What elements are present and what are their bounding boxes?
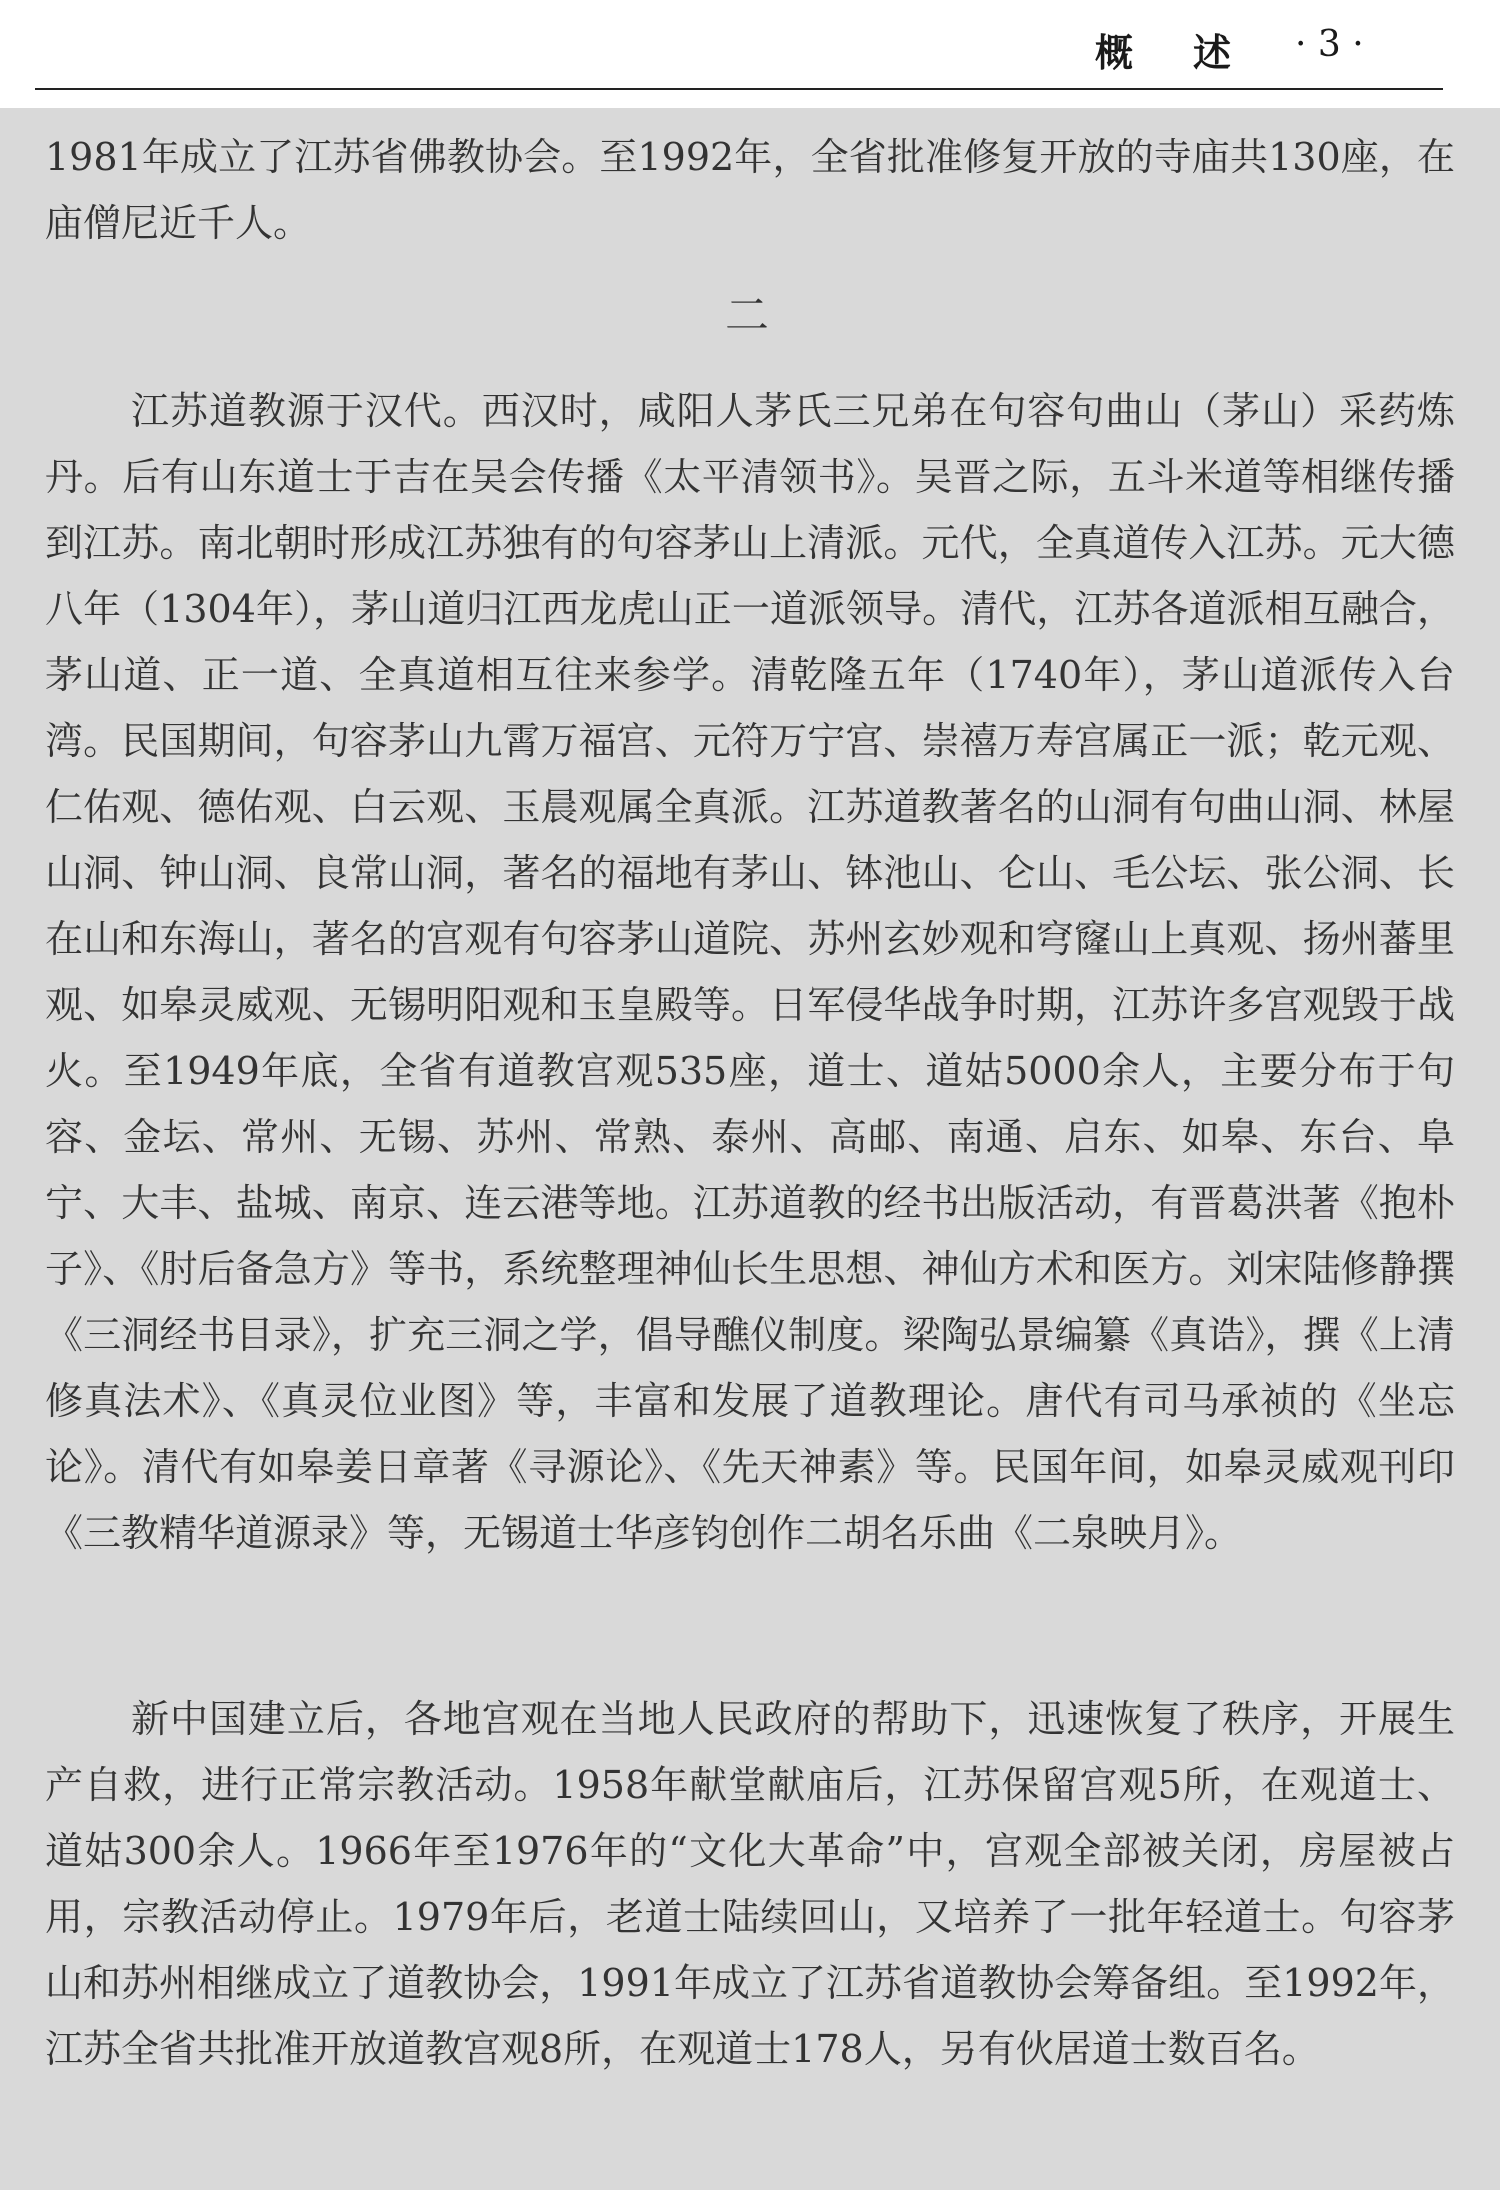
running-title: 概述	[1095, 31, 1292, 75]
intro-paragraph: 1981年成立了江苏省佛教协会。至1992年，全省批准修复开放的寺庙共130座，在庙僧尼近千人。	[45, 135, 1455, 245]
page-body	[0, 108, 1500, 2190]
page-header	[0, 0, 1500, 108]
page-number: · 3 ·	[1295, 24, 1364, 65]
section-heading: 二	[725, 290, 775, 341]
body-paragraph-2: 新中国建立后，各地宫观在当地人民政府的帮助下，迅速恢复了秩序，开展生产自救，进行正常宗教活动。1958年献堂献庙后，江苏保留宫观5所，在观道士、道姑300余人。1966年至1976年的“文化大革命”中，宫观全部被关闭，房屋被占用，宗教活动停止。1979年后，老道士陆续回山，又培养了一批年轻道士。句容茅山和苏州相继成立了道教协会，1991年成立了江苏省道教协会筹备组。至1992年，江苏全省共批准开放道教宫观8所，在观道士178人，另有伙居道士数百名。	[45, 1697, 1455, 2071]
header-rule	[35, 88, 1443, 90]
body-paragraph-1: 江苏道教源于汉代。西汉时，咸阳人茅氏三兄弟在句容句曲山（茅山）采药炼丹。后有山东道士于吉在吴会传播《太平清领书》。吴晋之际，五斗米道等相继传播到江苏。南北朝时形成江苏独有的句容茅山上清派。元代，全真道传入江苏。元大德八年（1304年），茅山道归江西龙虎山正一道派领导。清代，江苏各道派相互融合，茅山道、正一道、全真道相互往来参学。清乾隆五年（1740年），茅山道派传入台湾。民国期间，句容茅山九霄万福宫、元符万宁宫、崇禧万寿宫属正一派；乾元观、仁佑观、德佑观、白云观、玉晨观属全真派。江苏道教著名的山洞有句曲山洞、林屋山洞、钟山洞、良常山洞，著名的福地有茅山、钵池山、仑山、毛公坛、张公洞、长在山和东海山，著名的宫观有句容茅山道院、苏州玄妙观和穹窿山上真观、扬州蕃里观、如皋灵威观、无锡明阳观和玉皇殿等。日军侵华战争时期，江苏许多宫观毁于战火。至1949年底，全省有道教宫观535座，道士、道姑5000余人，主要分布于句容、金坛、常州、无锡、苏州、常熟、泰州、高邮、南通、启东、如皋、东台、阜宁、大丰、盐城、南京、连云港等地。江苏道教的经书出版活动，有晋葛洪著《抱朴子》、《肘后备急方》等书，系统整理神仙长生思想、神仙方术和医方。刘宋陆修静撰《三洞经书目录》，扩充三洞之学，倡导醮仪制度。梁陶弘景编纂《真诰》，撰《上清修真法术》、《真灵位业图》等，丰富和发展了道教理论。唐代有司马承祯的《坐忘论》。清代有如皋姜日章著《寻源论》、《先天神素》等。民国年间，如皋灵威观刊印《三教精华道源录》等，无锡道士华彦钧创作二胡名乐曲《二泉映月》。	[45, 389, 1455, 1555]
